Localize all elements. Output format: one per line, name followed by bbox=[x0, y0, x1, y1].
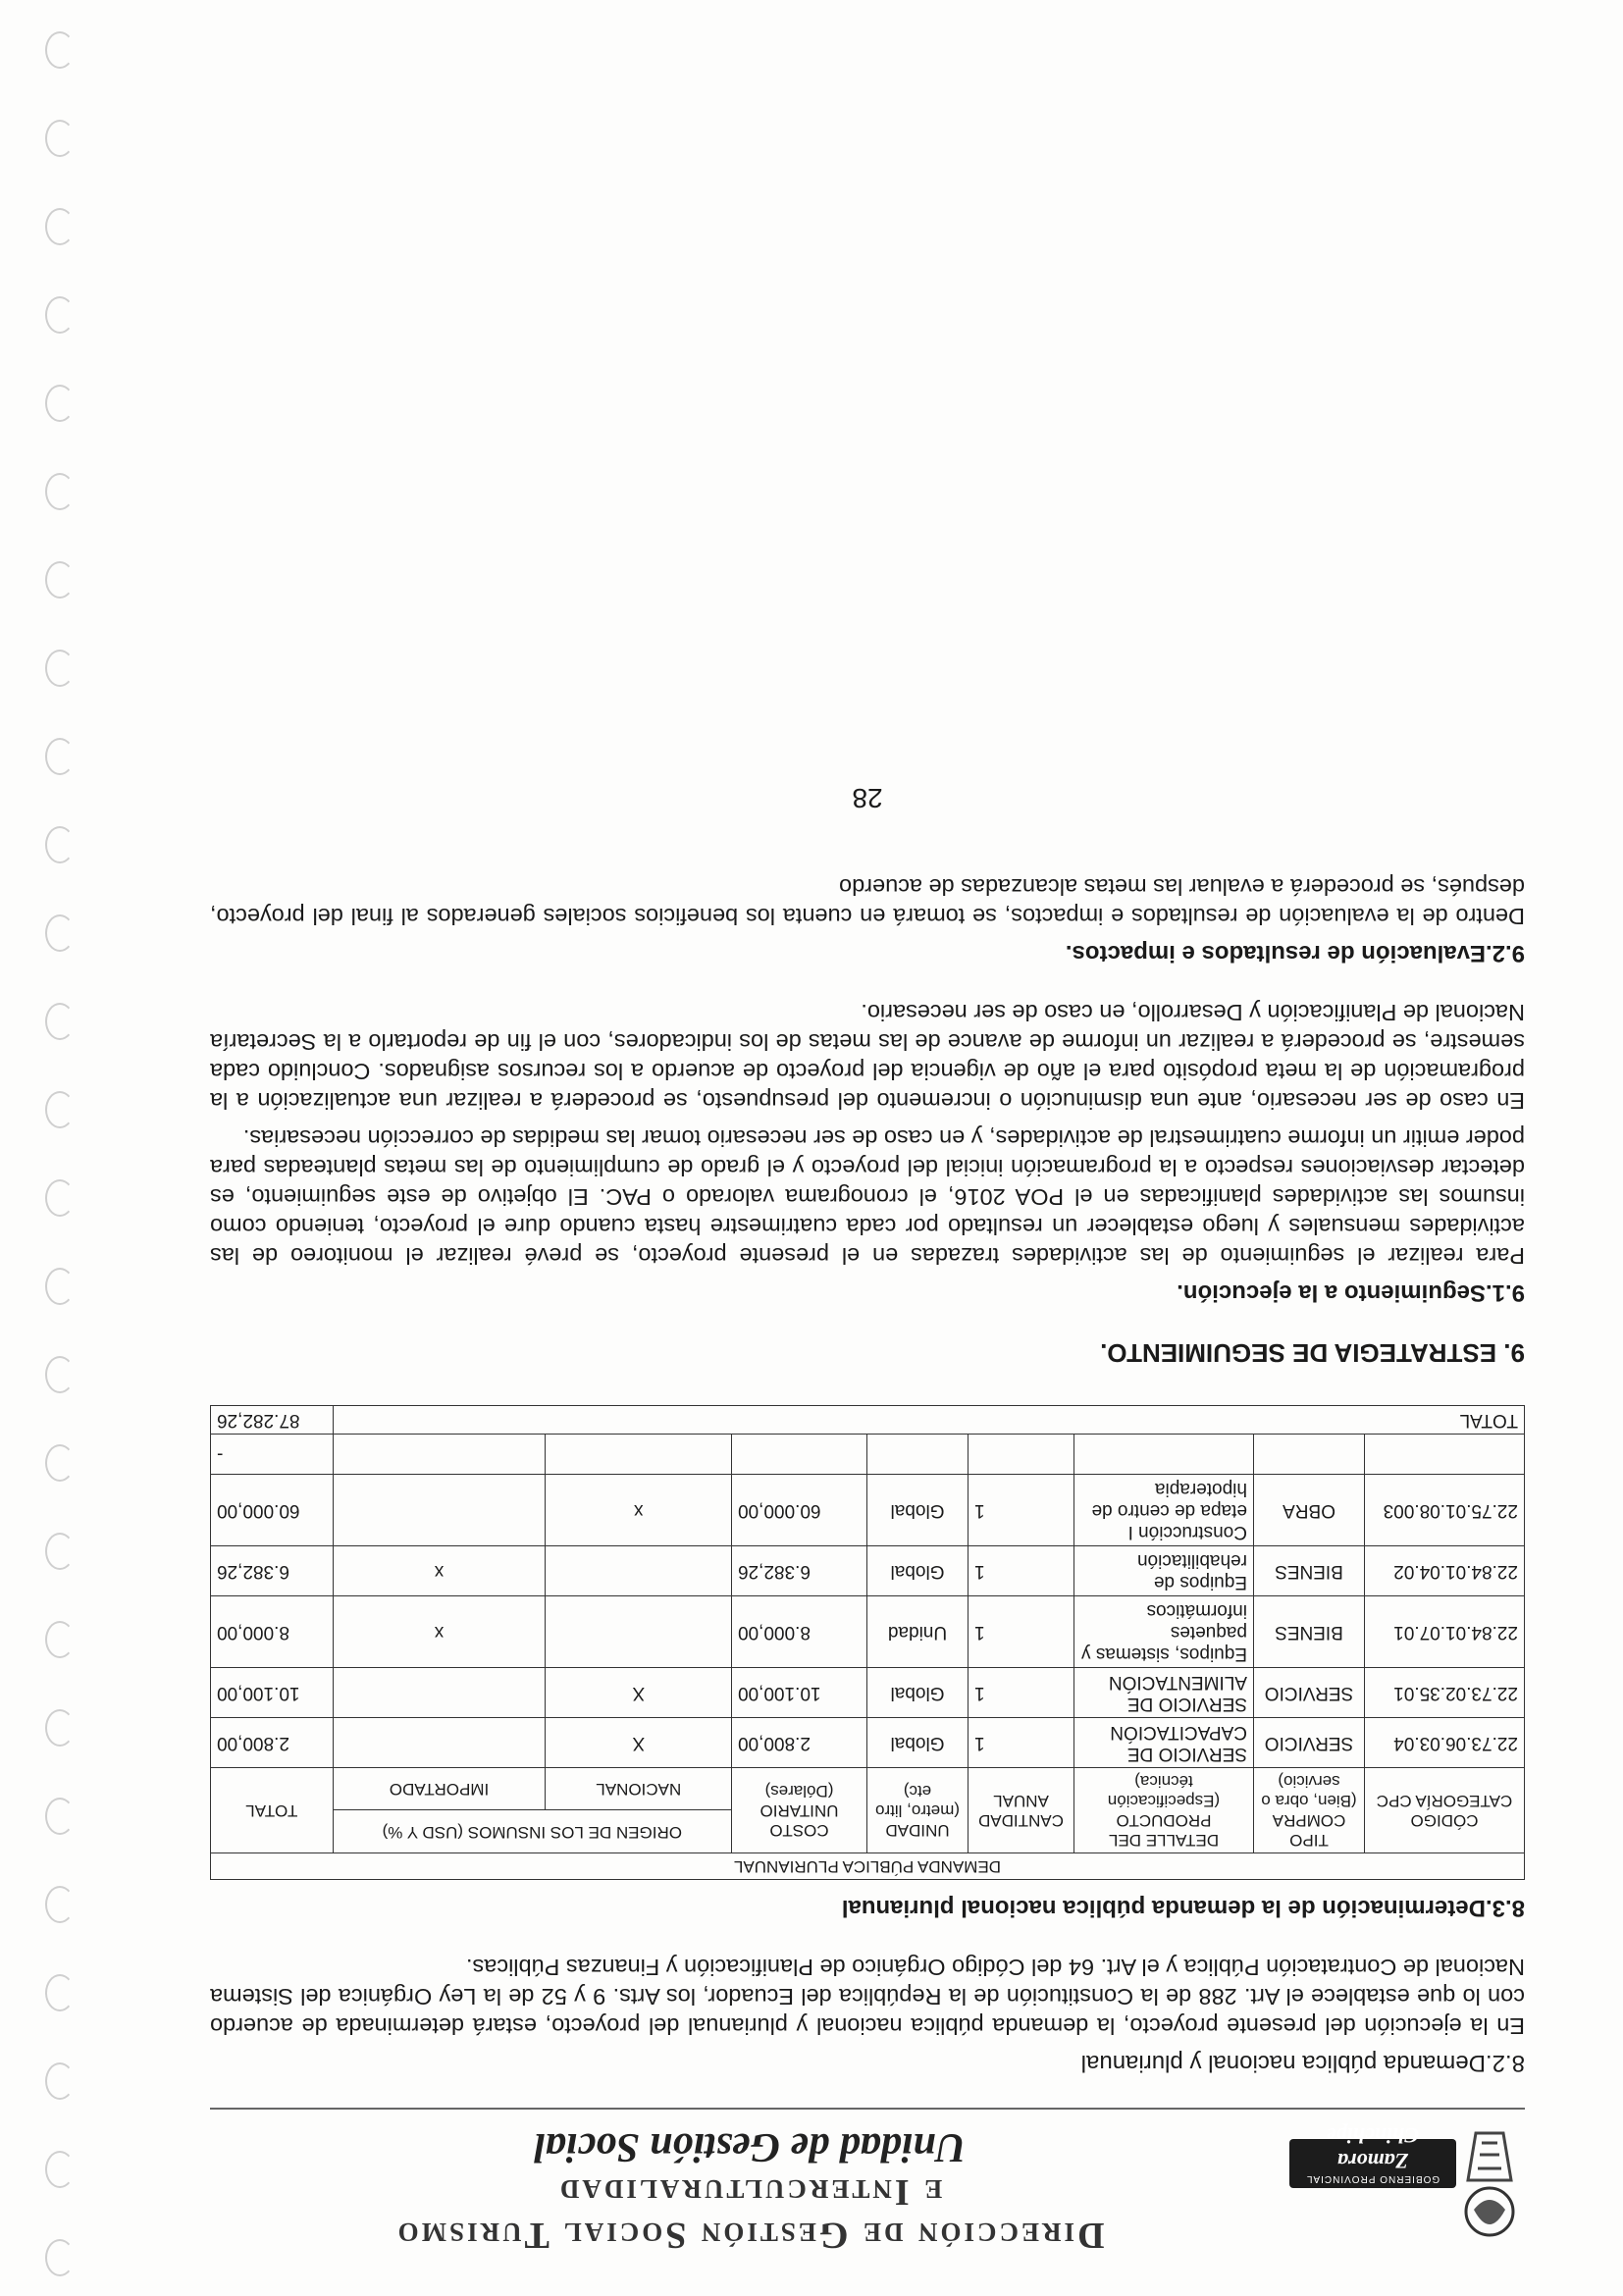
cell-cantidad: 1 bbox=[969, 1718, 1074, 1768]
cell-total: 6.382,26 bbox=[211, 1546, 334, 1596]
cell-cantidad: 1 bbox=[969, 1546, 1074, 1596]
cell-empty bbox=[546, 1435, 732, 1475]
cell-codigo: 22.73.02.35.01 bbox=[1365, 1668, 1525, 1718]
cell-unidad: Global bbox=[867, 1718, 969, 1768]
cell-detalle: SERVICIO DE ALIMENTACIÓN bbox=[1074, 1668, 1254, 1718]
binding-ring bbox=[45, 1886, 75, 1923]
spiral-binding bbox=[24, 0, 92, 2296]
binding-ring bbox=[45, 208, 75, 245]
header-origen: ORIGEN DE LOS INSUMOS (USD Y %) bbox=[333, 1810, 731, 1853]
section-9-2-paragraph: Dentro de la evaluación de resultados e impactos, se tomará en cuenta los beneficios sociales generados al final del proyecto, después, se procederá a evaluar las metas alcanzadas de acuerdo bbox=[210, 874, 1525, 929]
logo-line1: GOBIERNO PROVINCIAL bbox=[1305, 2173, 1440, 2184]
emblem-icon bbox=[1456, 2121, 1525, 2249]
header-importado: IMPORTADO bbox=[333, 1768, 546, 1811]
cell-total: 8.000,00 bbox=[211, 1596, 334, 1668]
total-value: 87.282,26 bbox=[211, 1406, 334, 1435]
cell-costo: 6.382,26 bbox=[732, 1546, 867, 1596]
binding-ring bbox=[45, 738, 75, 775]
cell-unidad: Global bbox=[867, 1668, 969, 1718]
cell-tipo: SERVICIO bbox=[1254, 1668, 1365, 1718]
binding-ring bbox=[45, 1621, 75, 1658]
table-row bbox=[211, 1596, 1525, 1668]
cell-tipo: BIENES bbox=[1254, 1546, 1365, 1596]
section-9-1-heading: 9.1.Seguimiento a la ejecución. bbox=[1177, 1279, 1525, 1306]
cell-empty bbox=[1074, 1435, 1254, 1475]
cell-empty-mark: - bbox=[211, 1435, 334, 1475]
binding-ring bbox=[45, 1798, 75, 1835]
cell-nacional bbox=[546, 1546, 732, 1596]
cell-detalle: Construcción I etapa de centro de hipoterapia bbox=[1074, 1475, 1254, 1546]
cell-detalle: Equipos, sistemas y paquetes informáticos bbox=[1074, 1596, 1254, 1668]
binding-ring bbox=[45, 31, 75, 69]
cell-cantidad: 1 bbox=[969, 1475, 1074, 1546]
header-costo: COSTO UNITARIO (Dólares) bbox=[732, 1768, 867, 1853]
cell-tipo: SERVICIO bbox=[1254, 1718, 1365, 1768]
section-9-heading: 9. ESTRATEGIA DE SEGUIMIENTO. bbox=[1100, 1338, 1525, 1368]
cell-nacional: X bbox=[546, 1718, 732, 1768]
cell-codigo: 22.84.01.04.02 bbox=[1365, 1546, 1525, 1596]
cell-detalle: SERVICIO DE CAPACITACIÓN bbox=[1074, 1718, 1254, 1768]
section-8-3-heading: 8.3.Determinación de la demanda pública nacional plurianual bbox=[841, 1895, 1525, 1921]
binding-ring bbox=[45, 561, 75, 599]
cell-importado bbox=[333, 1475, 546, 1546]
header-codigo: CÓDIGO CATEGORÍA CPC bbox=[1365, 1768, 1525, 1853]
binding-ring bbox=[45, 1709, 75, 1747]
cell-detalle: Equipos de rehabilitación bbox=[1074, 1546, 1254, 1596]
binding-ring bbox=[45, 473, 75, 510]
binding-ring bbox=[45, 1268, 75, 1305]
binding-ring bbox=[45, 914, 75, 952]
cell-empty bbox=[1254, 1435, 1365, 1475]
cell-empty bbox=[867, 1435, 969, 1475]
binding-ring bbox=[45, 1179, 75, 1217]
cell-costo: 60.000,00 bbox=[732, 1475, 867, 1546]
cell-nacional: x bbox=[546, 1475, 732, 1546]
cell-empty bbox=[1365, 1435, 1525, 1475]
table-row bbox=[211, 1668, 1525, 1718]
cell-total: 2.800,00 bbox=[211, 1718, 334, 1768]
cell-tipo: BIENES bbox=[1254, 1596, 1365, 1668]
binding-ring bbox=[45, 1444, 75, 1482]
binding-ring bbox=[45, 1356, 75, 1393]
binding-ring bbox=[45, 826, 75, 863]
section-9-1-paragraph-2: En caso de ser necesario, ante una disminución o incremento del presupuesto, se procederá a realizar una actualización a la programación de la meta propósito para el año de vigencia del proyecto de acuerdo a los recursos asignados. Concluido cada semestre, se procederá a realizar un informe de avance de las metas de los indicadores, con el fin de reportarlo a la Secretaría Nacional de Planificación y Desarrollo, en caso de ser necesario. bbox=[210, 1000, 1525, 1114]
logo bbox=[1289, 2121, 1525, 2249]
letterhead-titles bbox=[220, 2123, 1280, 2257]
letterhead-title-2: e Interculturalidad bbox=[556, 2171, 943, 2213]
cell-tipo: OBRA bbox=[1254, 1475, 1365, 1546]
binding-ring bbox=[45, 1974, 75, 2011]
letterhead bbox=[210, 2108, 1525, 2257]
binding-ring bbox=[45, 2062, 75, 2100]
cell-empty bbox=[732, 1435, 867, 1475]
letterhead-title-1: Dirección de Gestión Social Turismo bbox=[394, 2215, 1105, 2256]
cell-importado bbox=[333, 1668, 546, 1718]
header-detalle: DETALLE DEL PRODUCTO (Especificación técnica) bbox=[1074, 1768, 1254, 1853]
cell-unidad: Unidad bbox=[867, 1596, 969, 1668]
page-content bbox=[210, 782, 1525, 2257]
cell-total: 10.100,00 bbox=[211, 1668, 334, 1718]
binding-ring bbox=[45, 2239, 75, 2276]
cell-empty bbox=[969, 1435, 1074, 1475]
cell-importado: x bbox=[333, 1546, 546, 1596]
cell-importado bbox=[333, 1718, 546, 1768]
binding-ring bbox=[45, 1003, 75, 1040]
table-row bbox=[211, 1718, 1525, 1768]
letterhead-title-3: Unidad de Gestión Social bbox=[534, 2124, 966, 2169]
cell-total: 60.000,00 bbox=[211, 1475, 334, 1546]
total-label: TOTAL bbox=[333, 1406, 1524, 1435]
demand-table bbox=[210, 1405, 1525, 1880]
table-row-empty bbox=[211, 1435, 1525, 1475]
cell-importado: x bbox=[333, 1596, 546, 1668]
section-8-2-heading: 8.2.Demanda pública nacional y plurianual bbox=[1080, 2050, 1525, 2076]
table-row bbox=[211, 1475, 1525, 1546]
table-row bbox=[211, 1546, 1525, 1596]
cell-unidad: Global bbox=[867, 1546, 969, 1596]
cell-nacional: X bbox=[546, 1668, 732, 1718]
section-9-1-paragraph-1: Para realizar el seguimiento de las actividades trazadas en el presente proyecto, se prevé realizar el monitoreo de las actividades mensuales y luego establecer un resultado por cada cuatrimestre hasta cuando dure el proyecto, teniendo como insumos las actividades planificadas en el POA 2016, el cronograma valorado o PAC. El objetivo de este seguimiento, es detectar desviaciones respecto a la programación inicial del proyecto y el grado de cumplimiento de las metas planteadas para poder emitir un informe cuatrimestral de actividades, y en caso de ser necesario tomar las medidas de corrección necesarias. bbox=[210, 1125, 1525, 1269]
cell-nacional bbox=[546, 1596, 732, 1668]
section-8-2-paragraph: En la ejecución del presente proyecto, la demanda pública nacional y plurianual del proyecto, estará determinada de acuerdo con lo que establece el Art. 288 de la Constitución de la República del Ecuador, los Arts. 9 y 52 de la Ley Orgánica del Sistema Nacional de Contratación Pública y el Art. 64 del Código Orgánico de Planificación y Finanzas Públicas. bbox=[210, 1955, 1525, 2039]
table-total-row bbox=[211, 1406, 1525, 1435]
binding-ring bbox=[45, 650, 75, 687]
logo-line2: Zamora Chinchipe bbox=[1326, 2123, 1420, 2173]
cell-cantidad: 1 bbox=[969, 1596, 1074, 1668]
cell-codigo: 22.84.01.07.01 bbox=[1365, 1596, 1525, 1668]
header-total: TOTAL bbox=[211, 1768, 334, 1853]
cell-codigo: 22.75.01.08.003 bbox=[1365, 1475, 1525, 1546]
cell-codigo: 22.73.06.03.04 bbox=[1365, 1718, 1525, 1768]
binding-ring bbox=[45, 1533, 75, 1570]
cell-empty bbox=[333, 1435, 546, 1475]
cell-cantidad: 1 bbox=[969, 1668, 1074, 1718]
cell-costo: 8.000,00 bbox=[732, 1596, 867, 1668]
binding-ring bbox=[45, 2151, 75, 2188]
binding-ring bbox=[45, 385, 75, 422]
binding-ring bbox=[45, 296, 75, 334]
cell-costo: 2.800,00 bbox=[732, 1718, 867, 1768]
header-cantidad: CANTIDAD ANUAL bbox=[969, 1768, 1074, 1853]
section-9-2-heading: 9.2.Evaluación de resultados e impactos. bbox=[1065, 940, 1525, 966]
cell-unidad: Global bbox=[867, 1475, 969, 1546]
header-tipo: TIPO COMPRA (Bien, obra o servicio) bbox=[1254, 1768, 1365, 1853]
cell-costo: 10.100,00 bbox=[732, 1668, 867, 1718]
header-unidad: UNIDAD (metro, litro etc) bbox=[867, 1768, 969, 1853]
binding-ring bbox=[45, 120, 75, 157]
binding-ring bbox=[45, 1091, 75, 1128]
logo-badge bbox=[1289, 2123, 1456, 2188]
page-number: 28 bbox=[852, 783, 883, 813]
table-caption: DEMANDA PÚBLICA PLURIANUAL bbox=[211, 1853, 1525, 1880]
header-nacional: NACIONAL bbox=[546, 1768, 732, 1811]
